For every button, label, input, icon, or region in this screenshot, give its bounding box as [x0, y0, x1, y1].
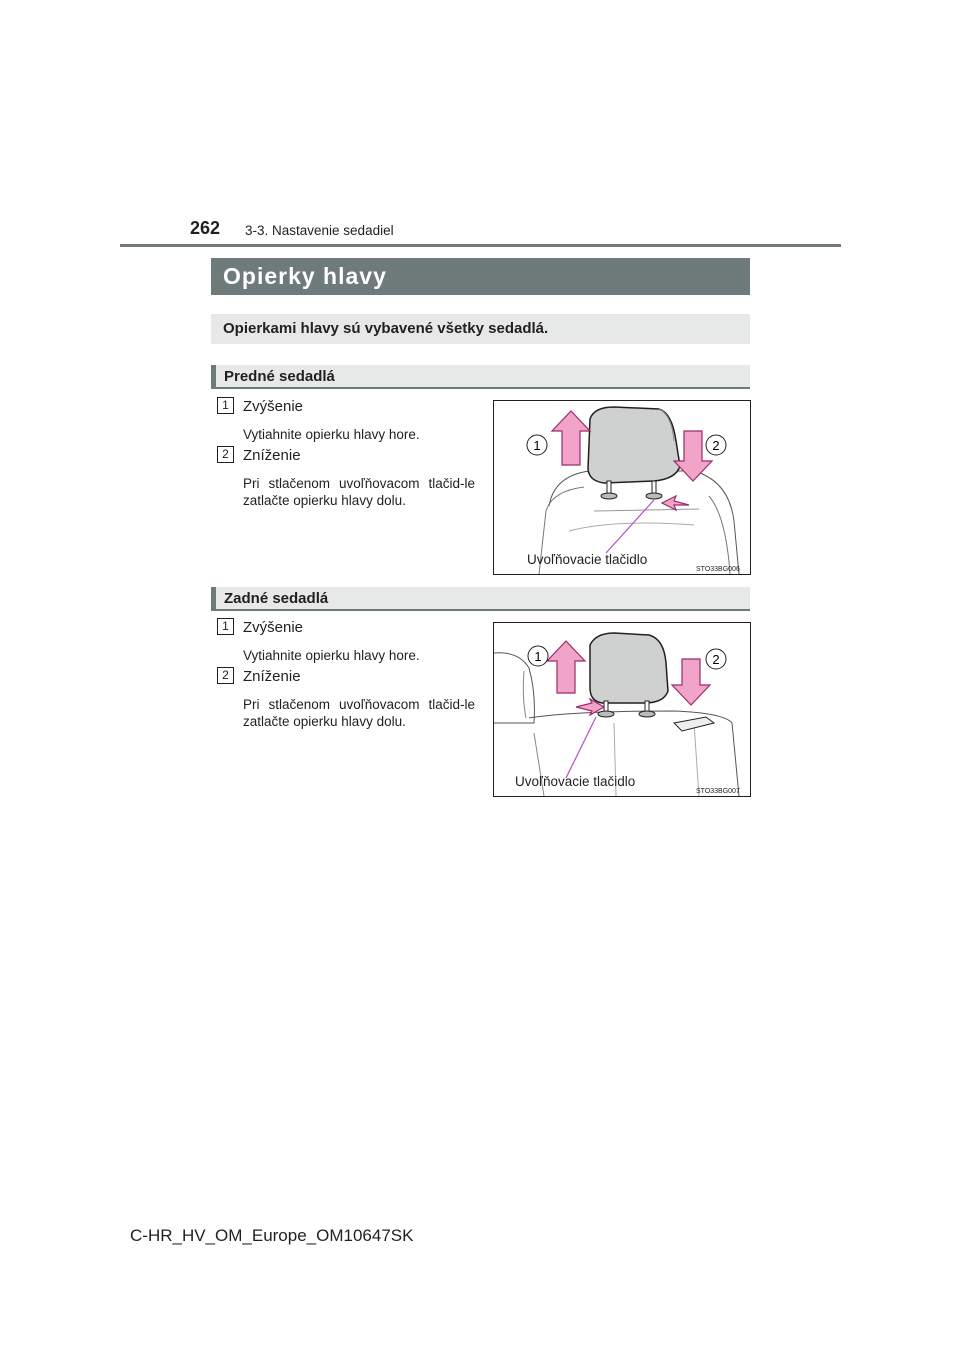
rear-seats-heading: Zadné sedadlá	[224, 590, 329, 607]
rear-fig-label: Uvoľňovacie tlačidlo	[515, 774, 636, 789]
section-title-bar	[211, 258, 750, 295]
rear-item-2-text: Pri stlačenom uvoľňovacom tlačid-le zatlačte opierku hlavy dolu.	[243, 697, 475, 729]
front-seats-heading-bar	[211, 365, 750, 389]
section-title: Opierky hlavy	[223, 263, 387, 289]
front-fig-label: Uvoľňovacie tlačidlo	[527, 552, 648, 567]
rear-headrest-illustration	[494, 623, 750, 796]
rear-item-1-title: Zvýšenie	[243, 619, 304, 636]
chapter-title: 3-3. Nastavenie sedadiel	[245, 223, 394, 238]
front-headrest-illustration	[494, 401, 750, 574]
front-item-1-text: Vytiahnite opierku hlavy hore.	[243, 427, 420, 442]
rear-item-2-title: Zníženie	[243, 668, 301, 685]
front-item-1-title: Zvýšenie	[243, 398, 304, 415]
rear-item-1-number: 1	[217, 618, 234, 635]
rear-item-2-number: 2	[217, 667, 234, 684]
intro-text: Opierkami hlavy sú vybavené všetky sedadlá.	[223, 320, 549, 337]
rear-item-1-text: Vytiahnite opierku hlavy hore.	[243, 648, 420, 663]
rear-fig-callout-1: 1	[534, 649, 542, 664]
front-headrest-figure	[493, 400, 751, 575]
front-fig-code: STO33BG006	[696, 566, 740, 573]
page-number: 262	[190, 218, 221, 238]
front-fig-callout-1: 1	[533, 438, 541, 453]
rear-fig-callout-2: 2	[712, 652, 720, 667]
front-item-2-text: Pri stlačenom uvoľňovacom tlačid-le zatlačte opierku hlavy dolu.	[243, 476, 475, 508]
intro-box	[211, 314, 750, 344]
rear-headrest-figure	[493, 622, 751, 797]
footer-doc-id: C-HR_HV_OM_Europe_OM10647SK	[130, 1226, 414, 1245]
front-item-1-number: 1	[217, 397, 234, 414]
front-item-2-title: Zníženie	[243, 447, 301, 464]
front-item-2-number: 2	[217, 446, 234, 463]
front-seats-heading: Predné sedadlá	[224, 368, 335, 385]
front-fig-callout-2: 2	[712, 438, 720, 453]
rear-seats-heading-bar	[211, 587, 750, 611]
rear-fig-code: STO33BG007	[696, 788, 740, 795]
header-rule	[120, 244, 841, 247]
